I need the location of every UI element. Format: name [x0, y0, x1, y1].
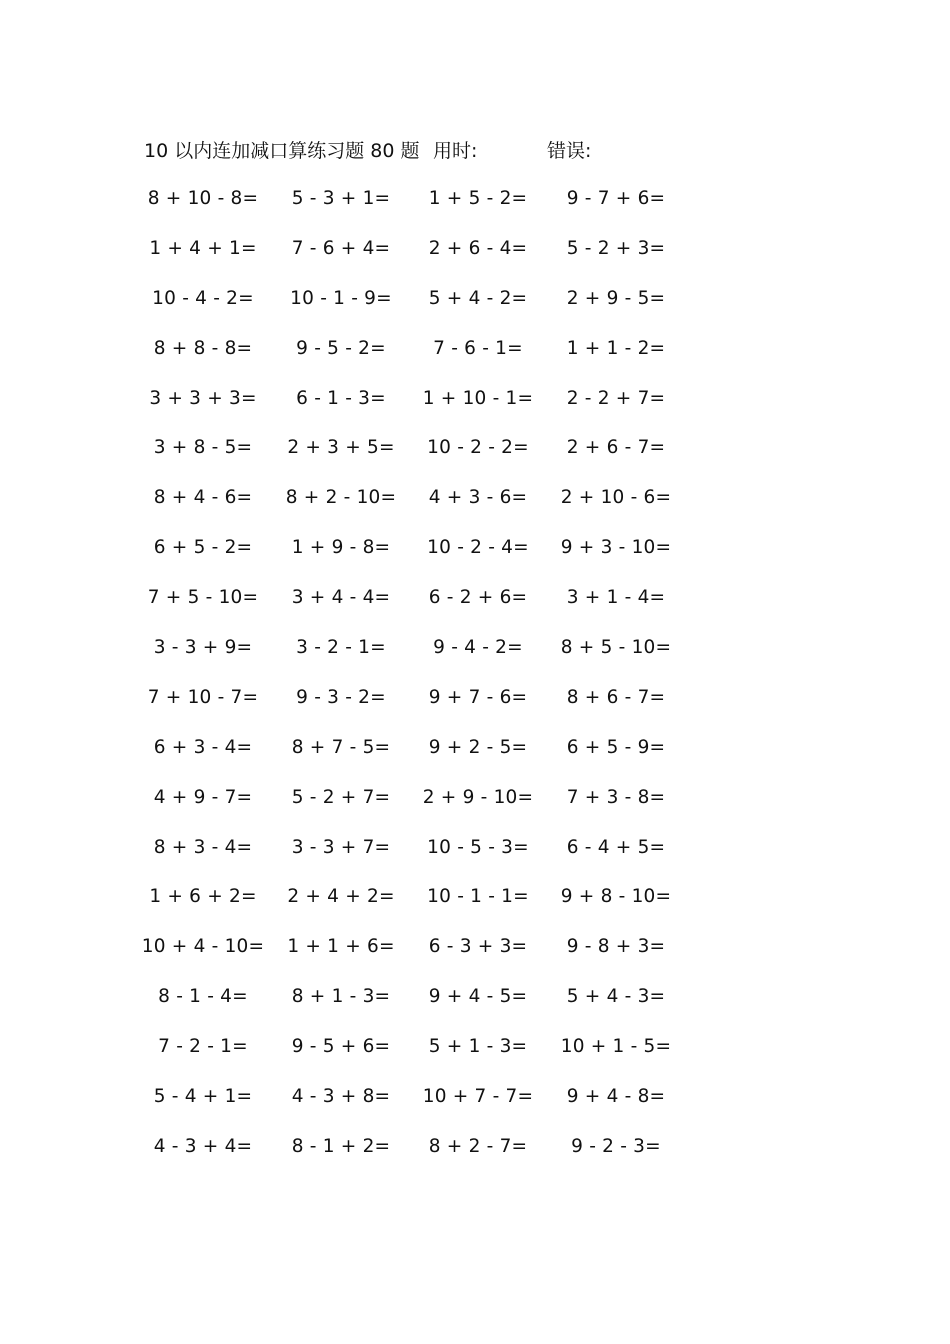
problem-item: 8 + 6 - 7=	[566, 686, 666, 708]
worksheet-header	[0, 136, 950, 166]
problem-item: 3 - 2 - 1=	[296, 637, 386, 659]
problem-item: 2 - 2 + 7=	[566, 387, 666, 409]
problem-item: 9 + 4 - 8=	[566, 1086, 666, 1108]
problem-item: 9 - 2 - 3=	[571, 1135, 661, 1157]
problem-item: 6 - 1 - 3=	[296, 387, 386, 409]
problem-item: 8 - 1 - 4=	[158, 986, 248, 1008]
problem-row	[0, 781, 950, 831]
problem-item: 10 + 4 - 10=	[141, 936, 265, 958]
problem-item: 9 - 5 - 2=	[296, 337, 386, 359]
problem-item: 9 + 2 - 5=	[428, 736, 528, 758]
problem-item: 1 + 5 - 2=	[428, 188, 528, 209]
problem-item: 6 - 2 + 6=	[428, 587, 528, 609]
problem-item: 7 + 3 - 8=	[566, 786, 666, 808]
problem-grid	[0, 182, 950, 1180]
time-label: 用时:	[433, 140, 478, 162]
problem-item: 8 - 1 + 2=	[291, 1135, 391, 1157]
problem-item: 3 - 3 + 7=	[291, 836, 391, 858]
problem-item: 2 + 10 - 6=	[560, 487, 672, 509]
problem-item: 10 - 1 - 9=	[290, 287, 392, 309]
problem-item: 5 - 4 + 1=	[153, 1086, 253, 1108]
problem-row	[0, 182, 950, 232]
problem-item: 4 - 3 + 8=	[291, 1086, 391, 1108]
problem-row	[0, 980, 950, 1030]
problem-item: 9 - 5 + 6=	[291, 1036, 391, 1058]
problem-item: 1 + 4 + 1=	[149, 237, 257, 259]
problem-row	[0, 731, 950, 781]
problem-item: 1 + 6 + 2=	[149, 886, 257, 908]
problem-item: 2 + 4 + 2=	[287, 886, 395, 908]
problem-item: 9 - 3 - 2=	[296, 686, 386, 708]
problem-item: 5 + 4 - 3=	[566, 986, 666, 1008]
problem-item: 5 - 2 + 3=	[566, 237, 666, 259]
problem-item: 4 + 3 - 6=	[428, 487, 528, 509]
problem-item: 3 - 3 + 9=	[153, 637, 253, 659]
problem-item: 2 + 9 - 10=	[422, 786, 534, 808]
problem-item: 8 + 4 - 6=	[153, 487, 253, 509]
problem-item: 8 + 2 - 10=	[285, 487, 397, 509]
problem-item: 6 + 5 - 9=	[566, 736, 666, 758]
problem-item: 6 + 3 - 4=	[153, 736, 253, 758]
problem-item: 2 + 9 - 5=	[566, 287, 666, 309]
problem-item: 1 + 1 + 6=	[287, 936, 395, 958]
problem-item: 3 + 1 - 4=	[566, 587, 666, 609]
problem-item: 7 + 10 - 7=	[147, 686, 259, 708]
problem-item: 5 + 4 - 2=	[428, 287, 528, 309]
problem-item: 7 + 5 - 10=	[147, 587, 259, 609]
problem-item: 8 + 10 - 8=	[147, 188, 259, 209]
problem-item: 7 - 2 - 1=	[158, 1036, 248, 1058]
problem-item: 9 + 3 - 10=	[560, 537, 672, 559]
problem-item: 5 + 1 - 3=	[428, 1036, 528, 1058]
problem-item: 10 - 1 - 1=	[427, 886, 529, 908]
problem-item: 9 - 7 + 6=	[566, 188, 666, 209]
problem-row	[0, 681, 950, 731]
problem-item: 6 - 3 + 3=	[428, 936, 528, 958]
problem-item: 2 + 6 - 4=	[428, 237, 528, 259]
problem-row	[0, 631, 950, 681]
problem-item: 9 + 8 - 10=	[560, 886, 672, 908]
problem-item: 9 + 7 - 6=	[428, 686, 528, 708]
problem-row	[0, 880, 950, 930]
problem-item: 1 + 10 - 1=	[422, 387, 534, 409]
problem-item: 8 + 2 - 7=	[428, 1135, 528, 1157]
problem-item: 5 - 3 + 1=	[291, 188, 391, 209]
problem-item: 3 + 3 + 3=	[149, 387, 257, 409]
problem-item: 3 + 8 - 5=	[153, 437, 253, 459]
problem-item: 4 - 3 + 4=	[153, 1135, 253, 1157]
problem-row	[0, 481, 950, 531]
problem-item: 10 - 4 - 2=	[152, 287, 254, 309]
problem-item: 3 + 4 - 4=	[291, 587, 391, 609]
problem-item: 5 - 2 + 7=	[291, 786, 391, 808]
problem-row	[0, 531, 950, 581]
problem-row	[0, 1080, 950, 1130]
problem-item: 9 - 4 - 2=	[433, 637, 523, 659]
problem-row	[0, 581, 950, 631]
problem-item: 6 - 4 + 5=	[566, 836, 666, 858]
problem-item: 10 - 2 - 4=	[427, 537, 529, 559]
problem-item: 6 + 5 - 2=	[153, 537, 253, 559]
problem-item: 8 + 7 - 5=	[291, 736, 391, 758]
problem-item: 10 - 2 - 2=	[427, 437, 529, 459]
error-label: 错误:	[547, 140, 592, 162]
problem-item: 8 + 5 - 10=	[560, 637, 672, 659]
problem-item: 9 - 8 + 3=	[566, 936, 666, 958]
problem-item: 10 - 5 - 3=	[427, 836, 529, 858]
problem-item: 2 + 6 - 7=	[566, 437, 666, 459]
problem-item: 7 - 6 - 1=	[433, 337, 523, 359]
problem-row	[0, 1030, 950, 1080]
problem-row	[0, 930, 950, 980]
problem-item: 9 + 4 - 5=	[428, 986, 528, 1008]
problem-item: 8 + 1 - 3=	[291, 986, 391, 1008]
problem-row	[0, 332, 950, 382]
problem-row	[0, 1130, 950, 1180]
problem-item: 1 + 1 - 2=	[566, 337, 666, 359]
problem-row	[0, 831, 950, 881]
problem-item: 10 + 7 - 7=	[422, 1086, 534, 1108]
problem-item: 10 + 1 - 5=	[560, 1036, 672, 1058]
problem-row	[0, 382, 950, 432]
problem-item: 4 + 9 - 7=	[153, 786, 253, 808]
problem-row	[0, 431, 950, 481]
problem-item: 8 + 3 - 4=	[153, 836, 253, 858]
problem-row	[0, 282, 950, 332]
problem-item: 2 + 3 + 5=	[287, 437, 395, 459]
worksheet-title: 10 以内连加减口算练习题 80 题	[144, 140, 420, 162]
problem-item: 8 + 8 - 8=	[153, 337, 253, 359]
problem-row	[0, 232, 950, 282]
problem-item: 7 - 6 + 4=	[291, 237, 391, 259]
problem-item: 1 + 9 - 8=	[291, 537, 391, 559]
